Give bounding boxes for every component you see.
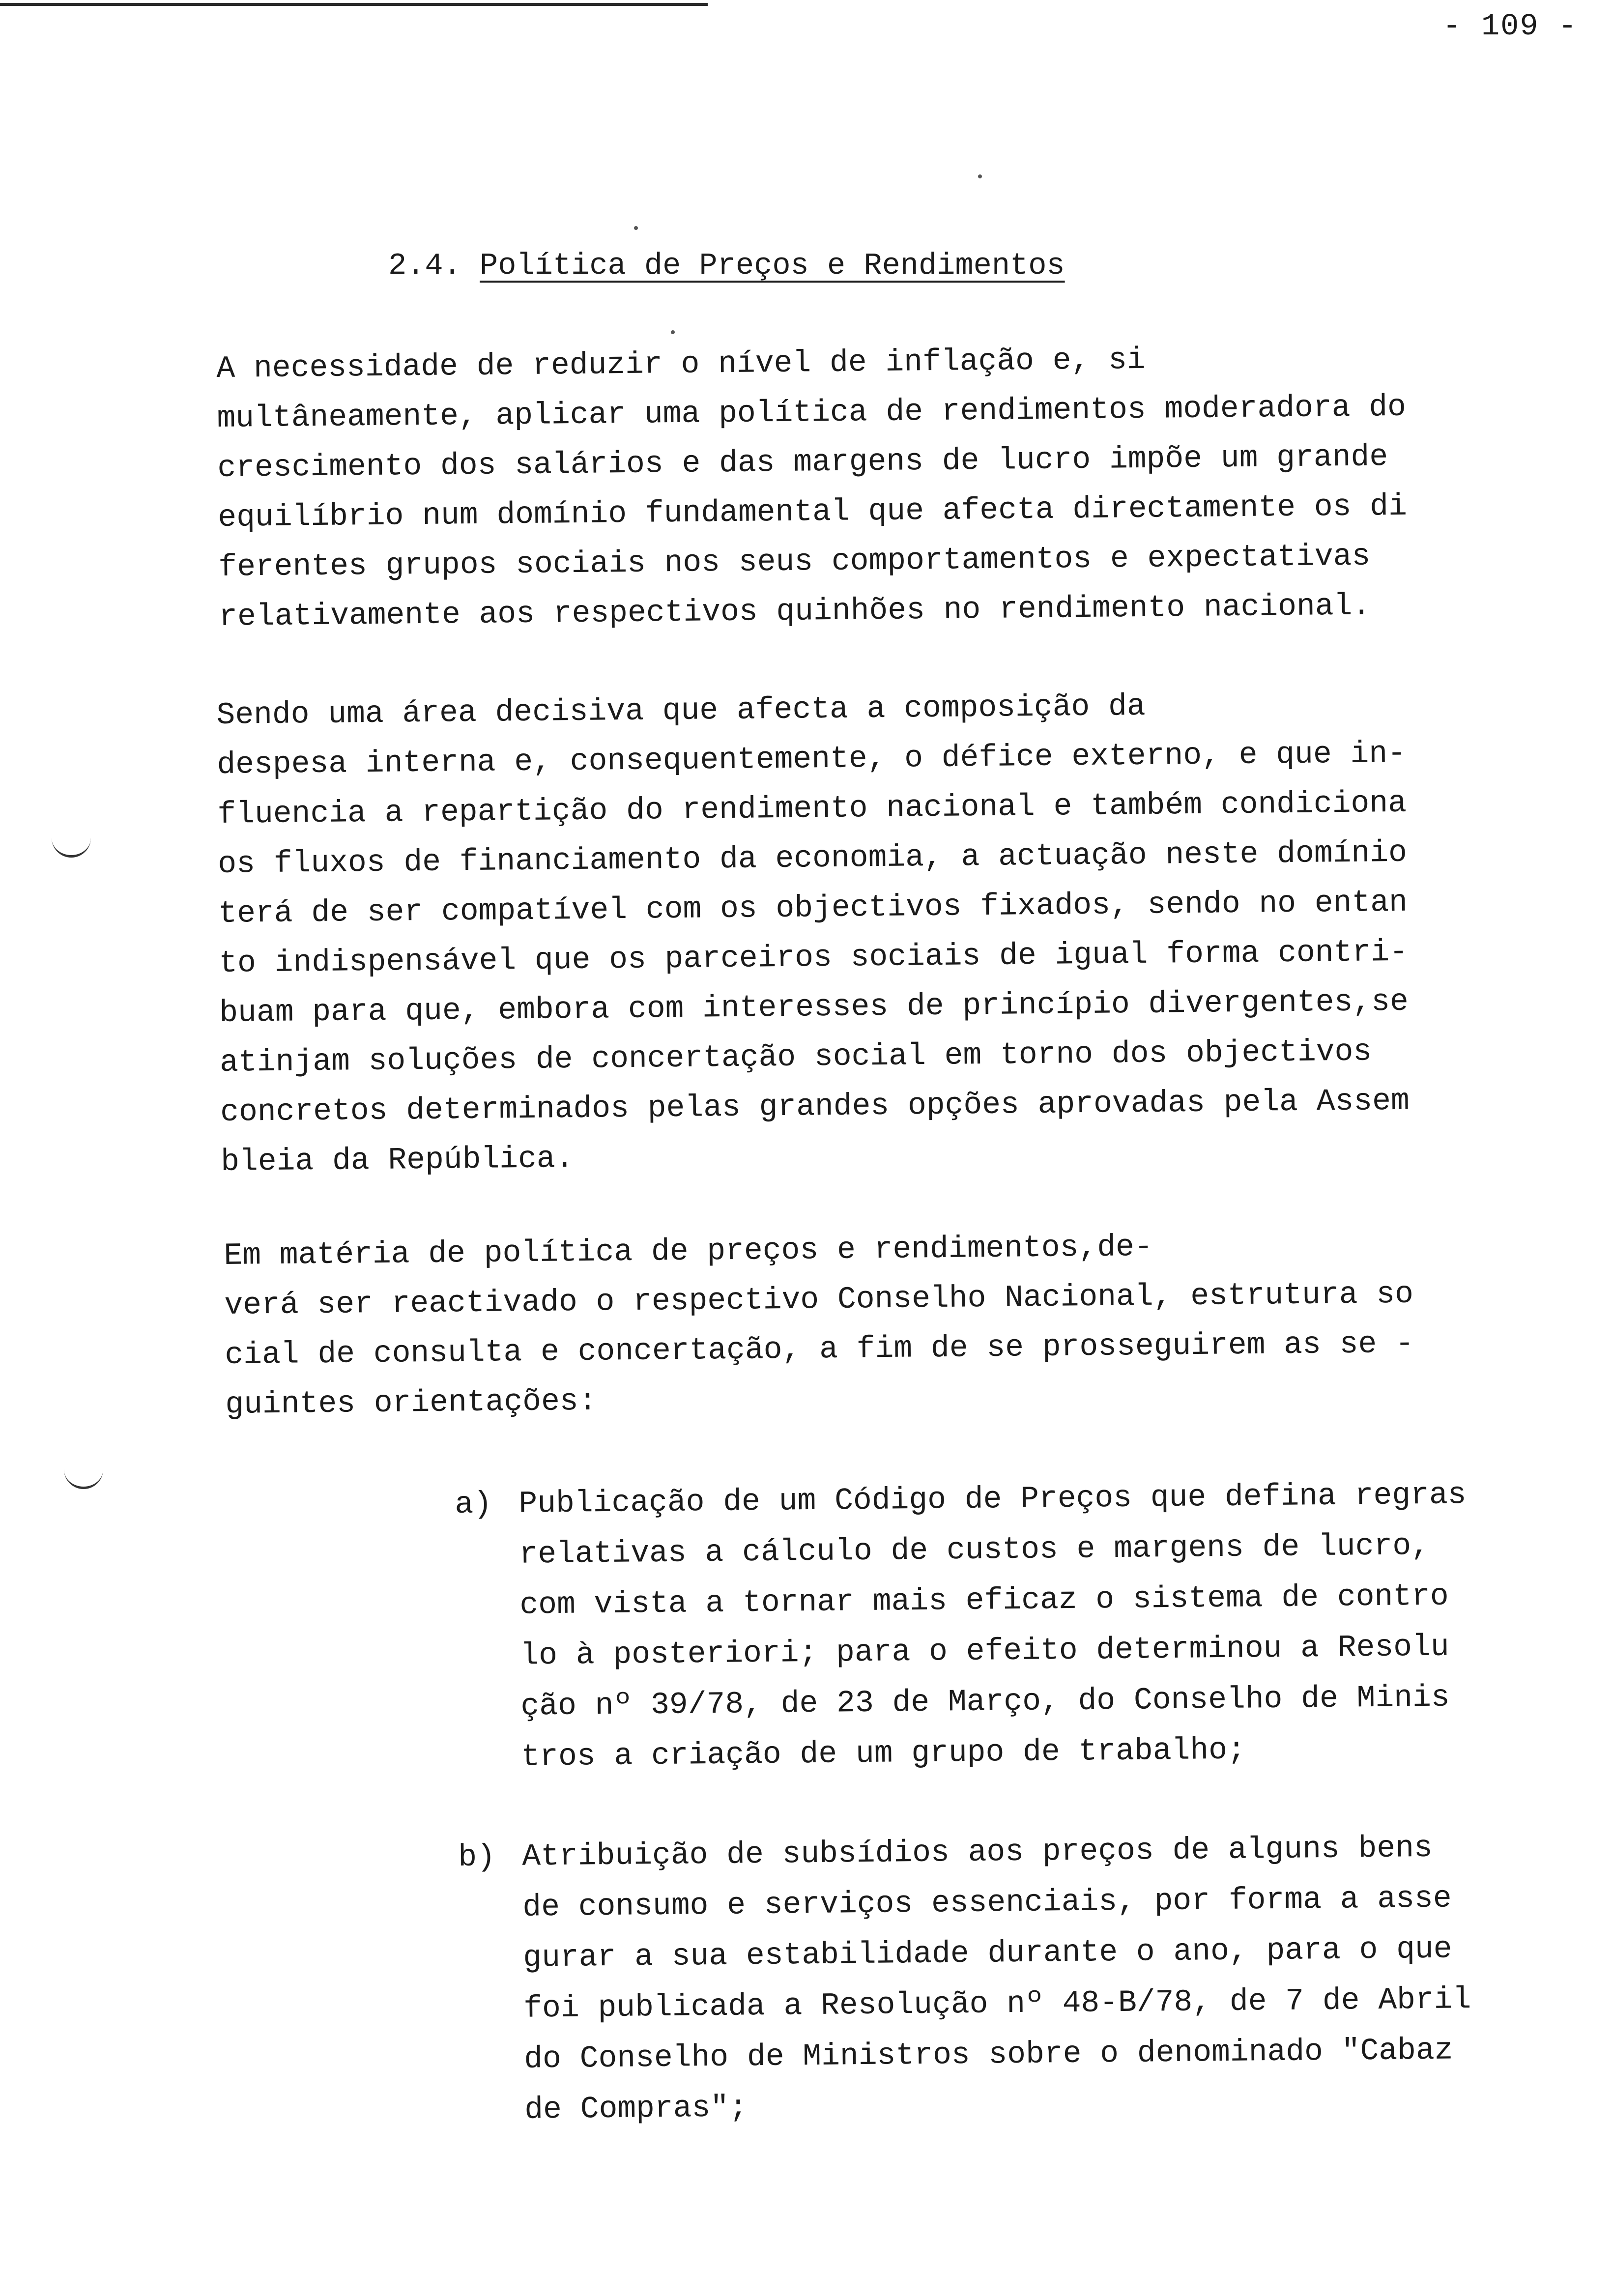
paragraph-line: relativamente aos respectivos quinhões no rendimento nacional. <box>218 588 1371 634</box>
section-title: Política de Preços e Rendimentos <box>480 248 1065 283</box>
paragraph-line: guintes orientações: <box>225 1383 597 1422</box>
section-heading <box>388 248 1065 283</box>
list-item-line: de Compras"; <box>524 2090 748 2127</box>
list-item-marker: b) <box>458 1839 496 1875</box>
punch-hole-mark <box>64 1467 103 1489</box>
list-item-line: gurar a sua estabilidade durante o ano, para o que <box>523 1931 1452 1976</box>
list-item-line: Publicação de um Código de Preços que defina regras <box>518 1477 1467 1521</box>
scan-speck <box>978 174 982 178</box>
paragraph-line: to indispensável que os parceiros sociais de igual forma contri- <box>218 934 1409 981</box>
paragraph-line: A necessidade de reduzir o nível de inflação e, si <box>216 342 1146 386</box>
scan-speck <box>634 226 638 230</box>
paragraph-line: despesa interna e, consequentemente, o défice externo, e que in- <box>217 736 1407 782</box>
paragraph-line: buam para que, embora com interesses de princípio divergentes,se <box>219 984 1409 1031</box>
paragraph-line: fluencia a repartição do rendimento nacional e também condiciona <box>217 785 1407 832</box>
list-item-line: tros a criação de um grupo de trabalho; <box>521 1732 1246 1775</box>
list-item-line: foi publicada a Resolução nº 48-B/78, de 7 de Abril <box>523 1982 1471 2026</box>
list-item-body <box>518 1469 1469 1782</box>
list-item-line: Atribuição de subsídios aos preços de alguns bens <box>522 1830 1433 1874</box>
paragraph-line: verá ser reactivado o respectivo Conselho Nacional, estrutura so <box>224 1276 1414 1323</box>
paragraph-line: ferentes grupos sociais nos seus comportamentos e expectativas <box>218 539 1371 585</box>
punch-hole-mark <box>52 835 91 858</box>
paragraph-line: crescimento dos salários e das margens de lucro impõe um grande <box>217 439 1388 486</box>
paragraph-line: Em matéria de política de preços e rendimentos,de- <box>224 1229 1153 1273</box>
list-item-line: ção nº 39/78, de 23 de Março, do Conselho de Minis <box>520 1680 1450 1724</box>
paragraph-line: os fluxos de financiamento da economia, a actuação neste domínio <box>218 835 1408 882</box>
list-item-marker: a) <box>455 1487 492 1522</box>
list-item-body <box>522 1822 1472 2135</box>
paragraph-line: multâneamente, aplicar uma política de rendimentos moderadora do <box>217 389 1407 436</box>
paragraph-line: terá de ser compatível com os objectivos fixados, sendo no entan <box>218 885 1408 931</box>
section-number: 2.4. <box>388 248 461 283</box>
paragraph-line: bleia da República. <box>220 1141 574 1179</box>
paragraph-line: equilíbrio num domínio fundamental que afecta directamente os di <box>218 488 1408 535</box>
paragraph-line: atinjam soluções de concertação social em torno dos objectivos <box>219 1034 1372 1080</box>
list-item-line: com vista a tornar mais eficaz o sistema de contro <box>519 1578 1449 1623</box>
paragraph-3 <box>224 1220 1414 1430</box>
paragraph-1 <box>216 333 1408 642</box>
paragraph-line: cial de consulta e concertação, a fim de se prosseguirem as se - <box>225 1326 1414 1373</box>
paragraph-line: concretos determinados pelas grandes opções aprovadas pela Assem <box>220 1083 1410 1130</box>
list-item-line: lo à posteriori; para o efeito determinou a Resolu <box>520 1629 1450 1673</box>
list-item-line: relativas a cálculo de custos e margens de lucro, <box>519 1528 1430 1572</box>
paragraph-line: Sendo uma área decisiva que afecta a composição da <box>216 689 1146 733</box>
list-item-line: do Conselho de Ministros sobre o denominado "Cabaz <box>523 2033 1453 2077</box>
list-item-b <box>458 1822 1472 2136</box>
top-rule <box>0 3 708 6</box>
paragraph-2 <box>216 679 1410 1187</box>
orientation-list <box>455 1469 1473 2185</box>
page-number: - 109 - <box>1442 9 1578 44</box>
list-item-a <box>455 1469 1469 1783</box>
list-item-line: de consumo e serviços essenciais, por forma a asse <box>522 1881 1452 1925</box>
scan-speck <box>671 330 675 334</box>
